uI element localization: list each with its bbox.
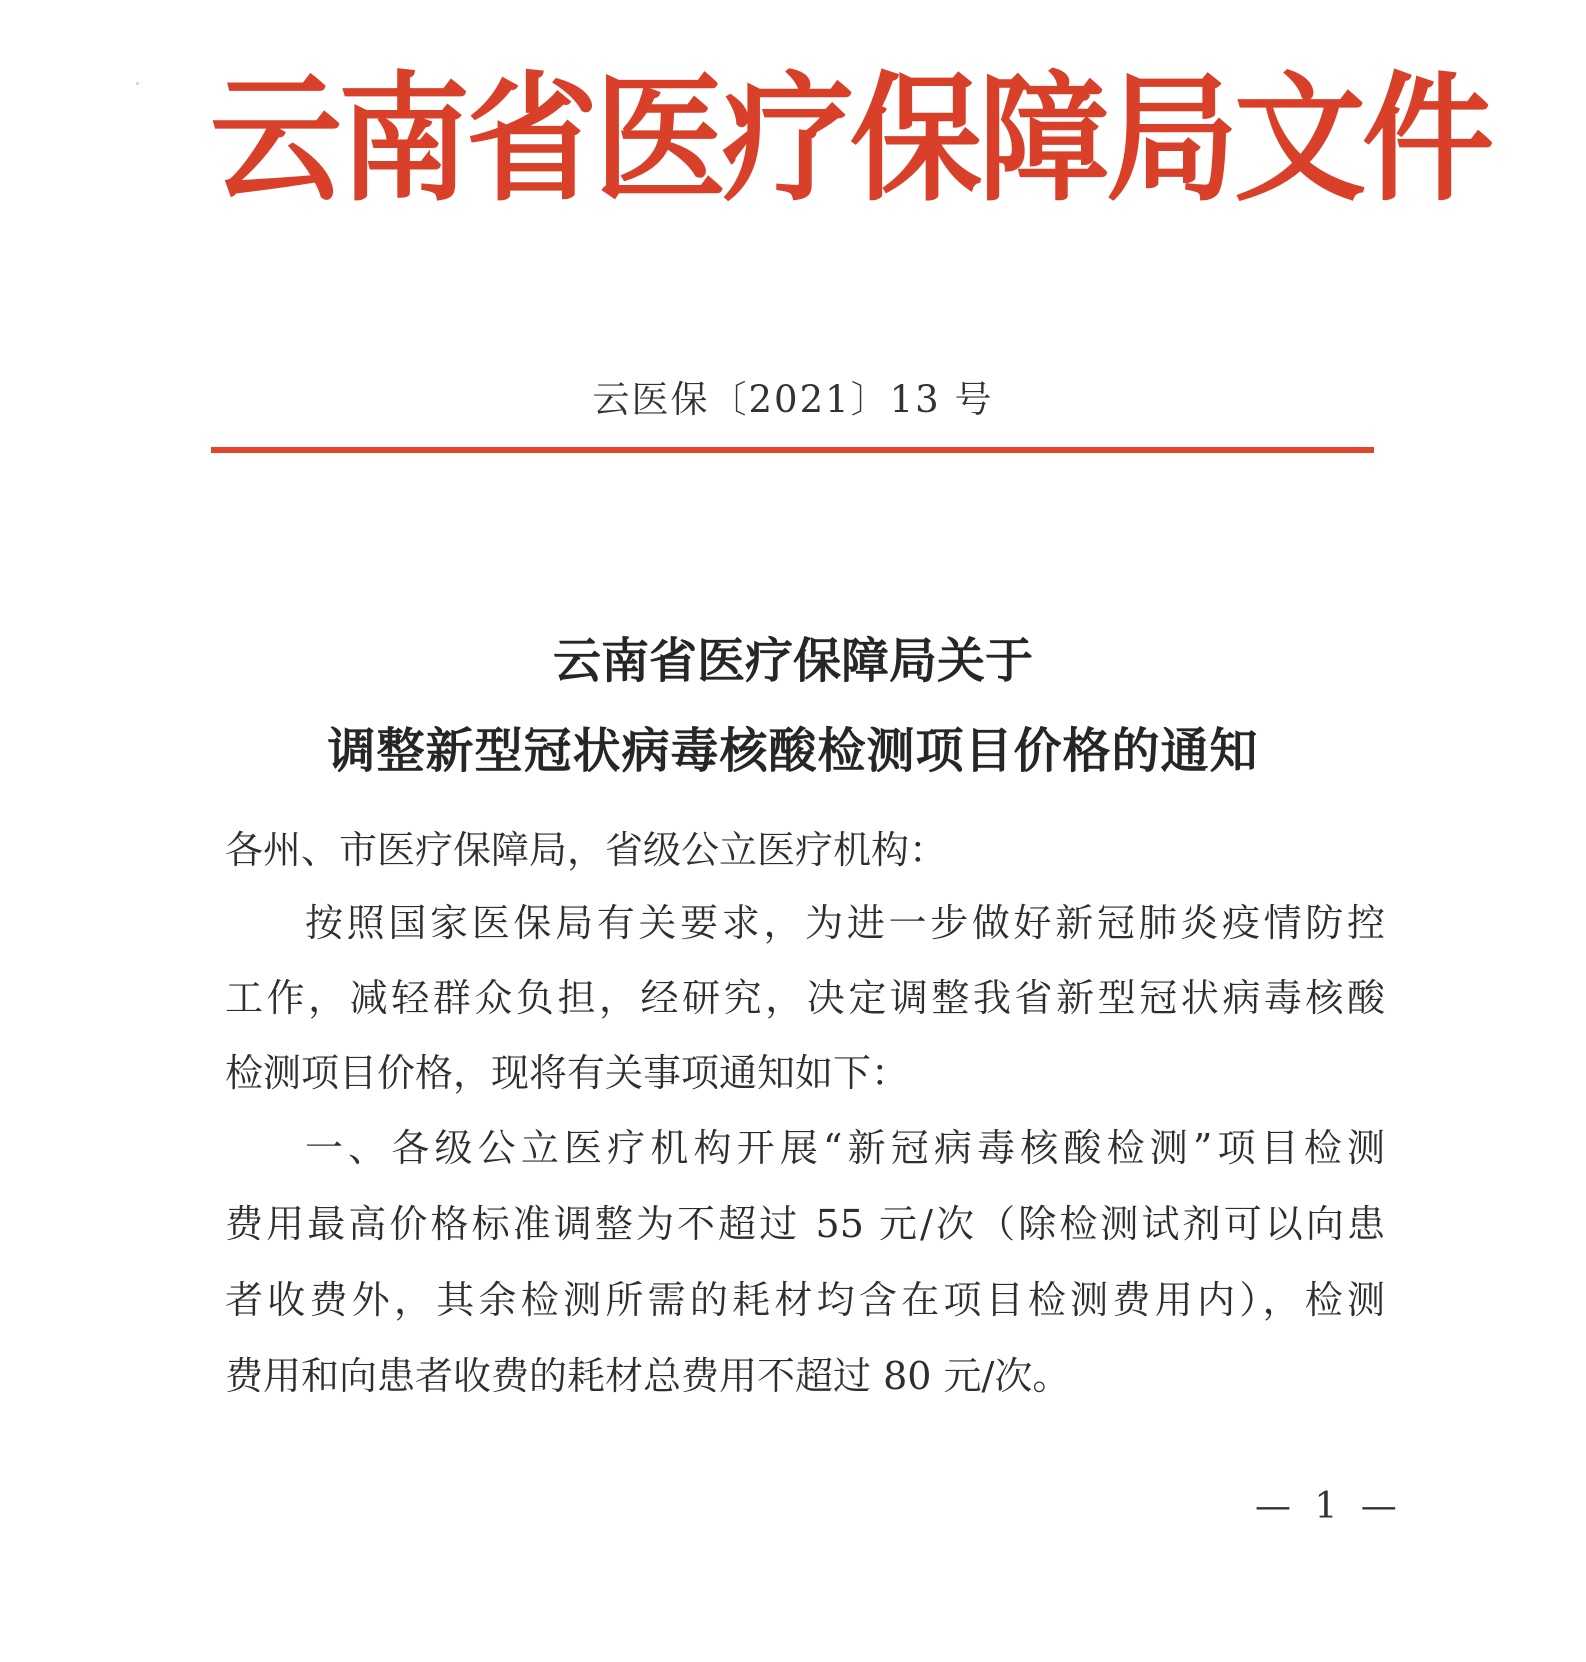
paragraph-2-line-4: 费用和向患者收费的耗材总费用不超过 80 元/次。 (225, 1354, 1071, 1398)
red-divider-rule (211, 447, 1374, 453)
masthead-title: 云南省医疗保障局文件 (210, 59, 1490, 221)
paragraph-1-line-3: 检测项目价格，现将有关事项通知如下： (225, 1051, 910, 1095)
paragraph-2-line-1: 一、各级公立医疗机构开展“新冠病毒核酸检测”项目检测 (305, 1126, 1385, 1170)
notice-title-line-2: 调整新型冠状病毒核酸检测项目价格的通知 (327, 723, 1259, 779)
page-number: — 1 — (1255, 1486, 1403, 1527)
paragraph-1-line-1: 按照国家医保局有关要求，为进一步做好新冠肺炎疫情防控 (305, 901, 1385, 945)
paragraph-1-line-2: 工作，减轻群众负担，经研究，决定调整我省新型冠状病毒核酸 (225, 976, 1385, 1020)
paragraph-2-line-2: 费用最高价格标准调整为不超过 55 元/次（除检测试剂可以向患 (225, 1202, 1385, 1246)
document-number: 云医保〔2021〕13 号 (592, 378, 994, 421)
paragraph-2-line-3: 者收费外，其余检测所需的耗材均含在项目检测费用内），检测 (225, 1278, 1385, 1322)
salutation: 各州、市医疗保障局，省级公立医疗机构： (225, 828, 948, 872)
scan-speck (136, 82, 139, 85)
notice-title-line-1: 云南省医疗保障局关于 (552, 633, 1033, 689)
